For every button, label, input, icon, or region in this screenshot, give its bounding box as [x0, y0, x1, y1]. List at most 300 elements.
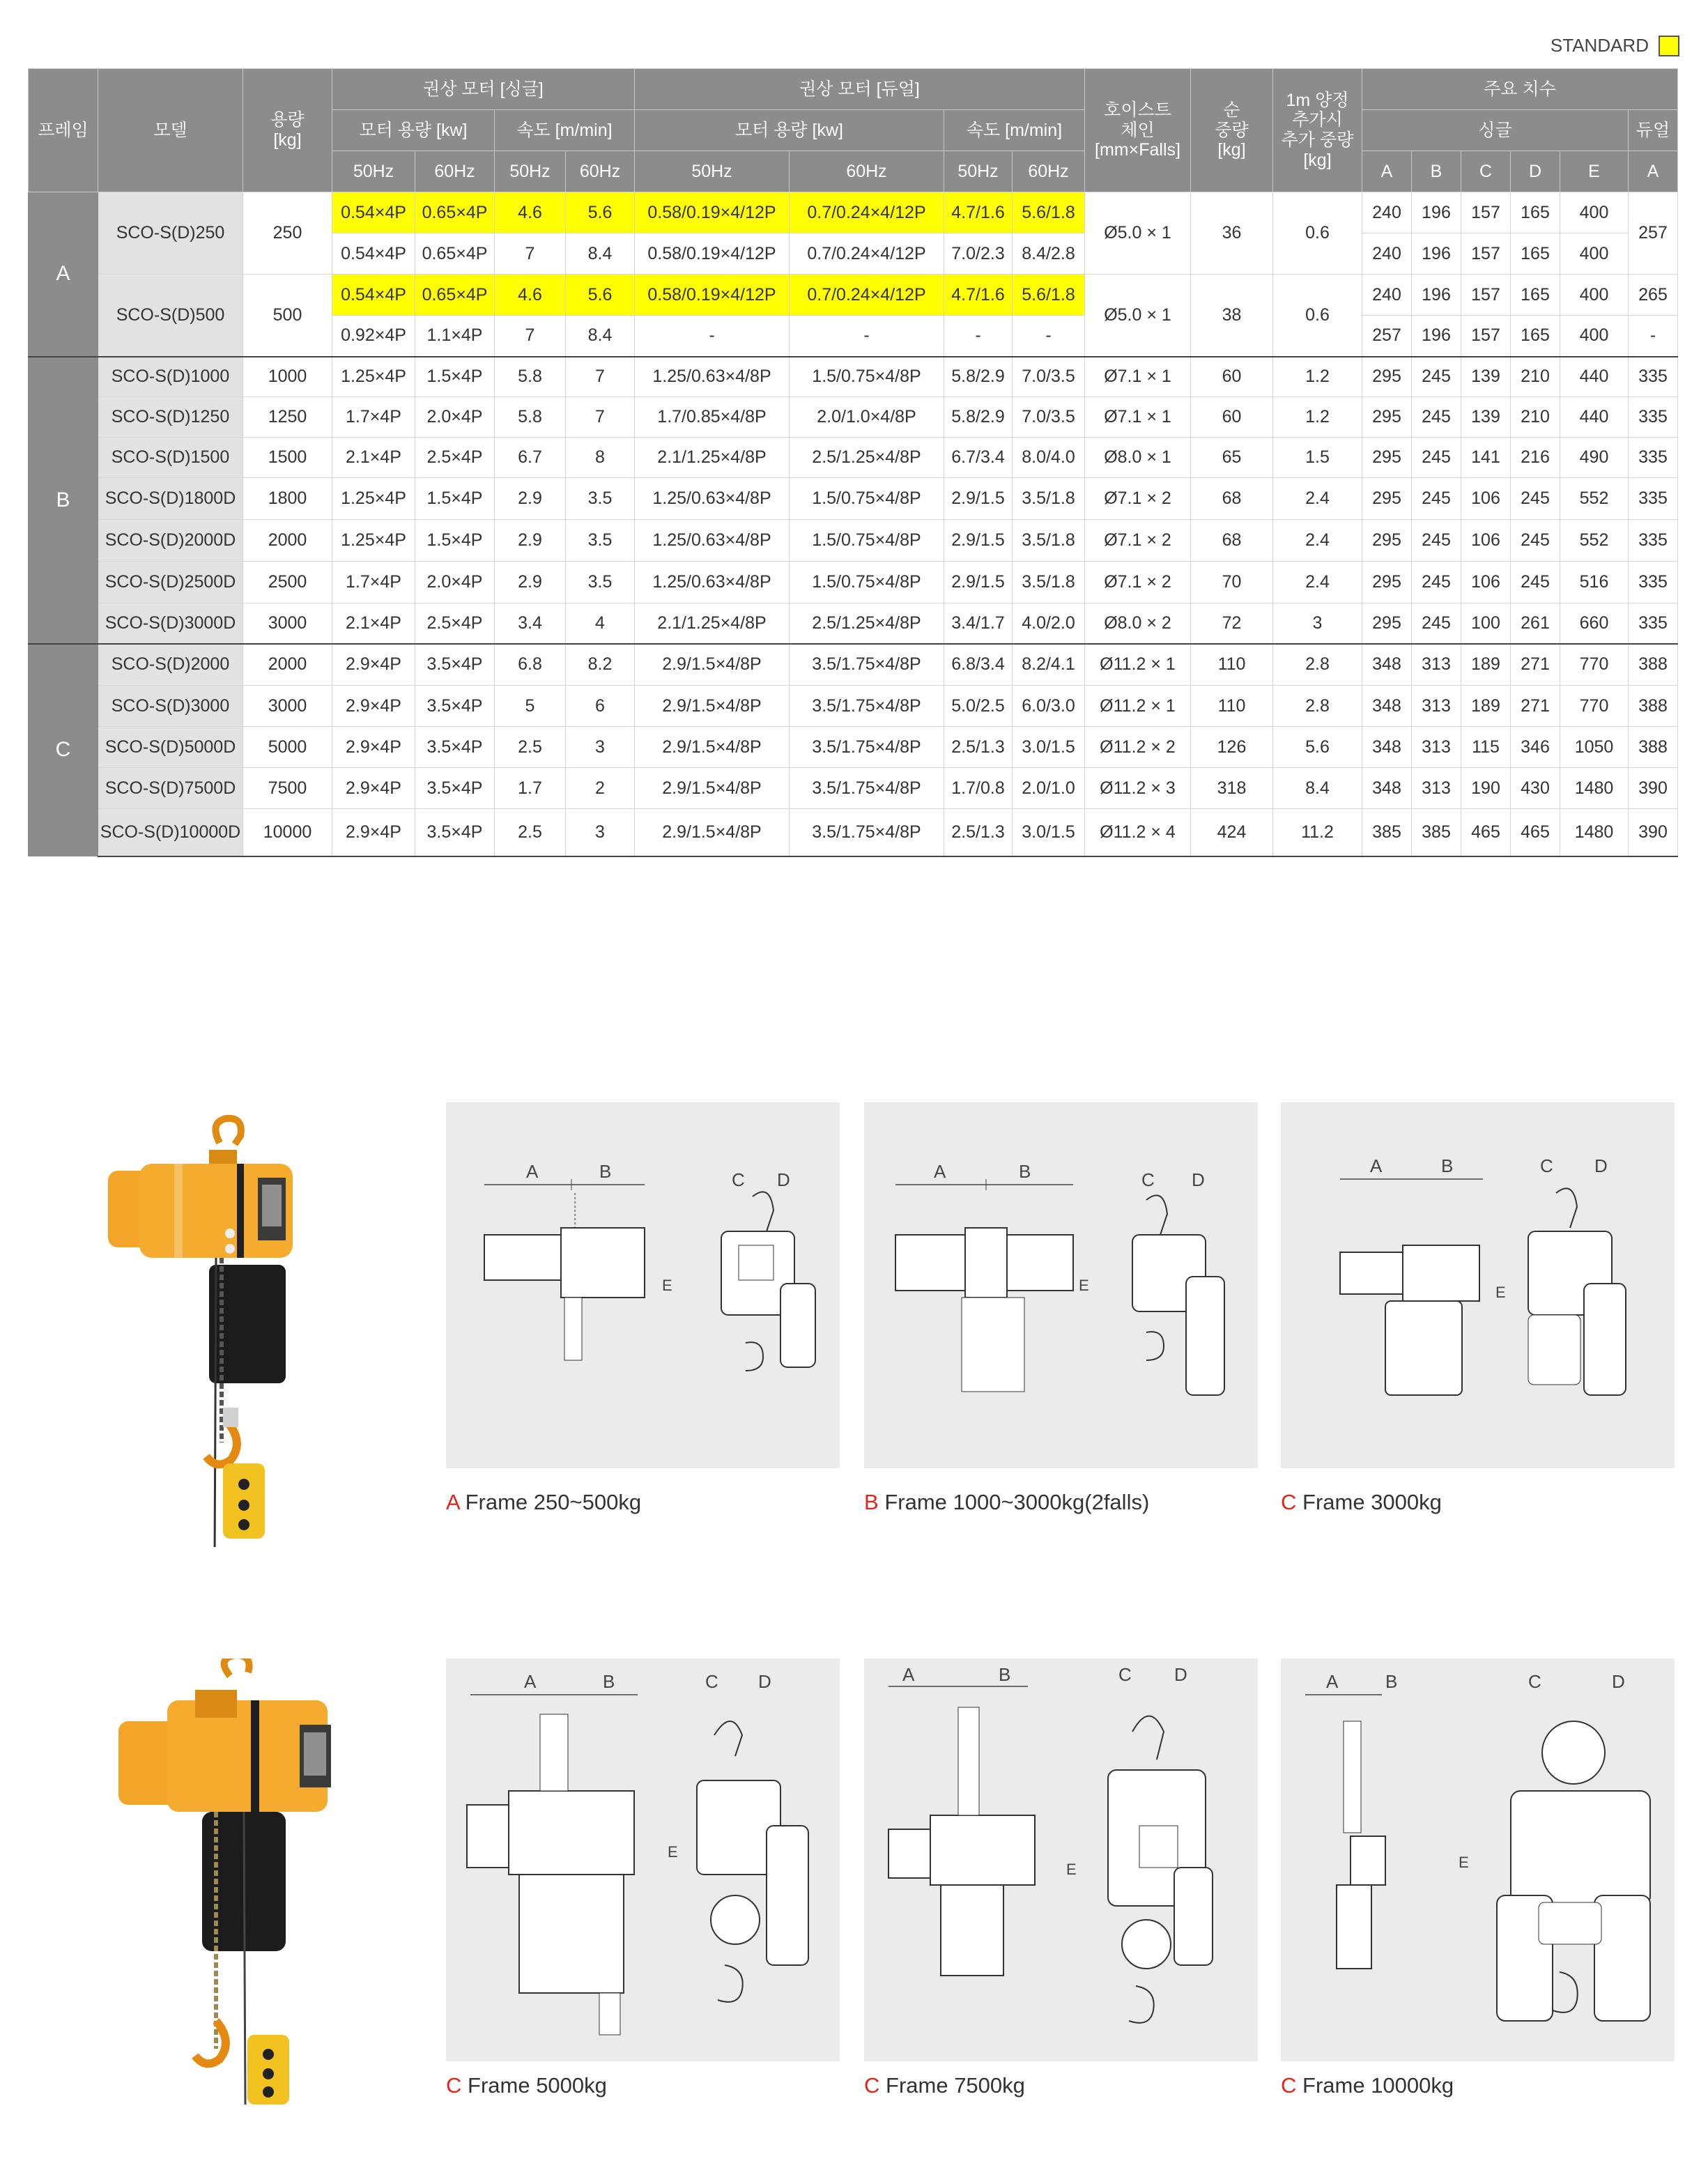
value-cell: 1.25/0.63×4/8P	[635, 520, 790, 562]
value-cell: 0.54×4P	[332, 275, 415, 316]
value-cell: 1.7/0.85×4/8P	[635, 397, 790, 438]
model-cell: SCO-S(D)250	[98, 192, 243, 275]
dimension-cell: 157	[1461, 233, 1511, 275]
chain-cell: Ø5.0 × 1	[1085, 192, 1191, 275]
dimension-cell: 313	[1412, 727, 1461, 768]
dimension-cell: 400	[1560, 233, 1629, 275]
dim-label-b: B	[603, 1671, 615, 1692]
chain-cell: Ø7.1 × 1	[1085, 357, 1191, 397]
value-cell: 1.5/0.75×4/8P	[790, 562, 944, 603]
value-cell: 3	[566, 727, 635, 768]
dim-label-e: E	[1495, 1284, 1506, 1301]
dimension-cell: 245	[1511, 562, 1560, 603]
value-cell: 1.5/0.75×4/8P	[790, 478, 944, 520]
dim-label-a: A	[524, 1671, 537, 1692]
caption-frame-letter: A	[446, 1490, 459, 1514]
value-cell: 8.4	[566, 316, 635, 357]
dimension-cell: 157	[1461, 192, 1511, 233]
value-cell: 2.9/1.5×4/8P	[635, 727, 790, 768]
value-cell: 8	[566, 438, 635, 478]
dimension-cell: 440	[1560, 397, 1629, 438]
dimension-cell: 245	[1412, 603, 1461, 644]
value-cell: 4.7/1.6	[944, 275, 1013, 316]
dimension-cell: 516	[1560, 562, 1629, 603]
chain-cell: Ø11.2 × 2	[1085, 727, 1191, 768]
value-cell: 5.8/2.9	[944, 397, 1013, 438]
value-cell: 2.9/1.5×4/8P	[635, 686, 790, 727]
value-cell: 5.8/2.9	[944, 357, 1013, 397]
dimension-cell: 348	[1362, 768, 1412, 809]
hoist-photo-single	[91, 1115, 328, 1547]
caption-text: Frame 7500kg	[886, 2073, 1025, 2098]
dimension-cell: 240	[1362, 233, 1412, 275]
th-dim: D	[1511, 151, 1560, 192]
chain-cell: Ø7.1 × 2	[1085, 478, 1191, 520]
dim-label-a: A	[902, 1664, 915, 1685]
th-hz: 50Hz	[495, 151, 566, 192]
value-cell: 2.9×4P	[332, 686, 415, 727]
th-weight: 순 중량 [kg]	[1191, 69, 1273, 192]
dim-label-e: E	[1079, 1277, 1089, 1294]
weight-cell: 65	[1191, 438, 1273, 478]
dimension-cell: 335	[1629, 562, 1678, 603]
standard-legend-swatch	[1659, 36, 1679, 56]
capacity-cell: 2500	[243, 562, 332, 603]
chain-cell: Ø7.1 × 2	[1085, 520, 1191, 562]
value-cell: 0.58/0.19×4/12P	[635, 192, 790, 233]
dimension-cell: 295	[1362, 603, 1412, 644]
dimension-cell: 295	[1362, 562, 1412, 603]
value-cell: 6.8	[495, 644, 566, 686]
value-cell: 1.25/0.63×4/8P	[635, 562, 790, 603]
value-cell: 4.0/2.0	[1013, 603, 1085, 644]
value-cell: 3.0/1.5	[1013, 809, 1085, 856]
dimension-cell: 295	[1362, 397, 1412, 438]
dimension-cell: 335	[1629, 603, 1678, 644]
caption-c-frame-5000	[446, 2073, 607, 2098]
th-hz: 50Hz	[944, 151, 1013, 192]
capacity-cell: 10000	[243, 809, 332, 856]
dimension-cell: 440	[1560, 357, 1629, 397]
capacity-cell: 1000	[243, 357, 332, 397]
standard-legend	[1463, 35, 1679, 56]
weight-cell: 60	[1191, 357, 1273, 397]
dim-label-a: A	[1370, 1155, 1383, 1176]
chain-cell: Ø7.1 × 1	[1085, 397, 1191, 438]
value-cell: 3.5	[566, 478, 635, 520]
extra-cell: 1.5	[1273, 438, 1362, 478]
value-cell: 1.25/0.63×4/8P	[635, 478, 790, 520]
spec-table-header	[29, 69, 1678, 192]
dimension-cell: 348	[1362, 686, 1412, 727]
dimension-cell: 295	[1362, 520, 1412, 562]
dimension-cell: 385	[1362, 809, 1412, 856]
value-cell: 2.9/1.5×4/8P	[635, 809, 790, 856]
dimension-cell: 245	[1511, 478, 1560, 520]
th-dim: C	[1461, 151, 1511, 192]
standard-legend-label: STANDARD	[1550, 35, 1649, 56]
dimension-cell: 335	[1629, 357, 1678, 397]
value-cell: 0.65×4P	[415, 275, 495, 316]
dimension-cell: 346	[1511, 727, 1560, 768]
value-cell: 8.4/2.8	[1013, 233, 1085, 275]
value-cell: 2.0×4P	[415, 562, 495, 603]
value-cell: 2.5/1.3	[944, 727, 1013, 768]
value-cell: 5	[495, 686, 566, 727]
value-cell: 2.9×4P	[332, 644, 415, 686]
th-capacity: 용량 [kg]	[243, 69, 332, 192]
value-cell: 0.65×4P	[415, 233, 495, 275]
dimension-cell: -	[1629, 316, 1678, 357]
value-cell: 1.25×4P	[332, 478, 415, 520]
value-cell: 2.0/1.0×4/8P	[790, 397, 944, 438]
dim-label-c: C	[1528, 1671, 1541, 1692]
value-cell: 2.1/1.25×4/8P	[635, 438, 790, 478]
model-cell: SCO-S(D)5000D	[98, 727, 243, 768]
value-cell: -	[944, 316, 1013, 357]
dim-label-d: D	[758, 1671, 771, 1692]
value-cell: 8.4	[566, 233, 635, 275]
table-row	[29, 603, 1678, 644]
dimension-cell: 1480	[1560, 809, 1629, 856]
extra-cell: 8.4	[1273, 768, 1362, 809]
diagram-panel-b-frame	[864, 1102, 1258, 1468]
value-cell: 6.7	[495, 438, 566, 478]
dim-label-b: B	[1019, 1161, 1031, 1182]
chain-cell: Ø7.1 × 2	[1085, 562, 1191, 603]
value-cell: 7	[495, 316, 566, 357]
diagram-panel-c-frame-5000	[446, 1659, 840, 2061]
weight-cell: 424	[1191, 809, 1273, 856]
th-hz: 50Hz	[332, 151, 415, 192]
value-cell: 7.0/3.5	[1013, 397, 1085, 438]
dimension-cell: 189	[1461, 686, 1511, 727]
capacity-cell: 500	[243, 275, 332, 357]
value-cell: 3.0/1.5	[1013, 727, 1085, 768]
value-cell: 2.5/1.25×4/8P	[790, 603, 944, 644]
th-hz: 60Hz	[1013, 151, 1085, 192]
value-cell: 2.1×4P	[332, 438, 415, 478]
caption-b-frame	[864, 1490, 1149, 1515]
dimension-cell: 385	[1412, 809, 1461, 856]
value-cell: 2.9	[495, 562, 566, 603]
value-cell: 6.8/3.4	[944, 644, 1013, 686]
weight-cell: 110	[1191, 686, 1273, 727]
value-cell: 2.9	[495, 520, 566, 562]
value-cell: 1.1×4P	[415, 316, 495, 357]
chain-cell: Ø8.0 × 2	[1085, 603, 1191, 644]
capacity-cell: 1250	[243, 397, 332, 438]
capacity-cell: 2000	[243, 644, 332, 686]
capacity-cell: 7500	[243, 768, 332, 809]
value-cell: 3	[566, 809, 635, 856]
dimension-cell: 465	[1461, 809, 1511, 856]
weight-cell: 68	[1191, 478, 1273, 520]
value-cell: 2.1×4P	[332, 603, 415, 644]
value-cell: 1.25×4P	[332, 520, 415, 562]
extra-cell: 2.8	[1273, 686, 1362, 727]
value-cell: 3.5	[566, 520, 635, 562]
caption-text: Frame 5000kg	[468, 2073, 607, 2098]
dim-label-c: C	[1118, 1664, 1132, 1685]
value-cell: 4.6	[495, 192, 566, 233]
value-cell: 2.5×4P	[415, 603, 495, 644]
th-chain: 호이스트 체인 [mm×Falls]	[1085, 69, 1191, 192]
value-cell: 0.58/0.19×4/12P	[635, 233, 790, 275]
model-cell: SCO-S(D)2000D	[98, 520, 243, 562]
value-cell: 3.5×4P	[415, 768, 495, 809]
diagram-panel-c-frame-3000	[1281, 1102, 1675, 1468]
value-cell: 7.0/3.5	[1013, 357, 1085, 397]
value-cell: 7	[566, 397, 635, 438]
value-cell: -	[635, 316, 790, 357]
dimension-cell: 245	[1412, 397, 1461, 438]
value-cell: 2.5/1.25×4/8P	[790, 438, 944, 478]
table-row	[29, 520, 1678, 562]
dimension-cell: 400	[1560, 192, 1629, 233]
dimension-cell: 335	[1629, 397, 1678, 438]
th-dim-dual: 듀얼	[1629, 110, 1678, 151]
model-cell: SCO-S(D)3000	[98, 686, 243, 727]
dimension-cell: 165	[1511, 316, 1560, 357]
th-model: 모델	[98, 69, 243, 192]
extra-cell: 2.4	[1273, 562, 1362, 603]
model-cell: SCO-S(D)2000	[98, 644, 243, 686]
value-cell: 3.5×4P	[415, 644, 495, 686]
dimension-cell: 157	[1461, 316, 1511, 357]
value-cell: 4.7/1.6	[944, 192, 1013, 233]
th-dimensions: 주요 치수	[1362, 69, 1678, 110]
table-row	[29, 192, 1678, 233]
dimension-cell: 196	[1412, 316, 1461, 357]
value-cell: 2.9	[495, 478, 566, 520]
th-dim: A	[1629, 151, 1678, 192]
dimension-cell: 189	[1461, 644, 1511, 686]
dimension-cell: 388	[1629, 727, 1678, 768]
value-cell: 2.0/1.0	[1013, 768, 1085, 809]
value-cell: 1.7/0.8	[944, 768, 1013, 809]
value-cell: 2.9/1.5	[944, 478, 1013, 520]
model-cell: SCO-S(D)1500	[98, 438, 243, 478]
dimension-cell: 295	[1362, 357, 1412, 397]
value-cell: 3.5/1.75×4/8P	[790, 768, 944, 809]
dimension-cell: 490	[1560, 438, 1629, 478]
dimension-cell: 1480	[1560, 768, 1629, 809]
value-cell: 0.58/0.19×4/12P	[635, 275, 790, 316]
caption-text: Frame 10000kg	[1302, 2073, 1454, 2098]
value-cell: 3.5/1.75×4/8P	[790, 809, 944, 856]
dim-label-e: E	[1066, 1861, 1077, 1878]
value-cell: 3.5/1.75×4/8P	[790, 686, 944, 727]
dimension-cell: 295	[1362, 478, 1412, 520]
value-cell: 1.25/0.63×4/8P	[635, 357, 790, 397]
caption-a-frame	[446, 1490, 641, 1515]
th-dim-single: 싱글	[1362, 110, 1629, 151]
chain-cell: Ø11.2 × 1	[1085, 644, 1191, 686]
capacity-cell: 3000	[243, 603, 332, 644]
value-cell: 6.7/3.4	[944, 438, 1013, 478]
model-cell: SCO-S(D)1000	[98, 357, 243, 397]
extra-cell: 0.6	[1273, 192, 1362, 275]
capacity-cell: 250	[243, 192, 332, 275]
table-row	[29, 562, 1678, 603]
table-row	[29, 397, 1678, 438]
value-cell: 2.5	[495, 727, 566, 768]
dimension-cell: 190	[1461, 768, 1511, 809]
dimension-cell: 210	[1511, 357, 1560, 397]
dimension-cell: 245	[1511, 520, 1560, 562]
dimension-cell: 165	[1511, 192, 1560, 233]
extra-cell: 0.6	[1273, 275, 1362, 357]
extra-cell: 11.2	[1273, 809, 1362, 856]
dim-label-a: A	[934, 1161, 946, 1182]
model-cell: SCO-S(D)1800D	[98, 478, 243, 520]
caption-frame-letter: C	[446, 2073, 462, 2098]
th-hz: 60Hz	[415, 151, 495, 192]
dimension-cell: 115	[1461, 727, 1511, 768]
chain-cell: Ø8.0 × 1	[1085, 438, 1191, 478]
dimension-cell: 335	[1629, 520, 1678, 562]
caption-text: Frame 3000kg	[1302, 1490, 1442, 1514]
value-cell: 4.6	[495, 275, 566, 316]
chain-cell: Ø11.2 × 3	[1085, 768, 1191, 809]
value-cell: 3.5/1.75×4/8P	[790, 727, 944, 768]
caption-frame-letter: B	[864, 1490, 879, 1514]
caption-text: Frame 250~500kg	[465, 1490, 642, 1514]
dimension-cell: 400	[1560, 275, 1629, 316]
th-dim: E	[1560, 151, 1629, 192]
hoist-photo-dual	[98, 1659, 362, 2111]
capacity-cell: 1500	[243, 438, 332, 478]
table-row	[29, 357, 1678, 397]
value-cell: 2.9×4P	[332, 727, 415, 768]
dimension-cell: 348	[1362, 727, 1412, 768]
th-dual-speed: 속도 [m/min]	[944, 110, 1085, 151]
dim-label-b: B	[1385, 1671, 1398, 1692]
dim-label-b: B	[1441, 1155, 1454, 1176]
value-cell: 0.7/0.24×4/12P	[790, 192, 944, 233]
value-cell: 6	[566, 686, 635, 727]
th-dual-output: 모터 용량 [kw]	[635, 110, 944, 151]
th-single-speed: 속도 [m/min]	[495, 110, 635, 151]
dimension-cell: 106	[1461, 478, 1511, 520]
extra-cell: 5.6	[1273, 727, 1362, 768]
th-dim: B	[1412, 151, 1461, 192]
value-cell: 4	[566, 603, 635, 644]
model-cell: SCO-S(D)7500D	[98, 768, 243, 809]
th-hz: 60Hz	[790, 151, 944, 192]
model-cell: SCO-S(D)3000D	[98, 603, 243, 644]
dim-label-b: B	[999, 1664, 1011, 1685]
dim-label-d: D	[1594, 1155, 1608, 1176]
th-dim: A	[1362, 151, 1412, 192]
dimension-cell: 348	[1362, 644, 1412, 686]
table-row	[29, 644, 1678, 686]
value-cell: 0.92×4P	[332, 316, 415, 357]
dimension-cell: 295	[1362, 438, 1412, 478]
value-cell: 2.5/1.3	[944, 809, 1013, 856]
value-cell: 7.0/2.3	[944, 233, 1013, 275]
dimension-cell: 388	[1629, 644, 1678, 686]
th-hz: 60Hz	[566, 151, 635, 192]
weight-cell: 68	[1191, 520, 1273, 562]
dimension-cell: 216	[1511, 438, 1560, 478]
dimension-cell: 1050	[1560, 727, 1629, 768]
dimension-cell: 552	[1560, 520, 1629, 562]
value-cell: 1.25×4P	[332, 357, 415, 397]
value-cell: 7	[566, 357, 635, 397]
frame-cell: A	[29, 192, 98, 357]
frame-cell: C	[29, 644, 98, 856]
value-cell: 5.8	[495, 357, 566, 397]
value-cell: 3.4	[495, 603, 566, 644]
value-cell: 2.5	[495, 809, 566, 856]
value-cell: 1.7×4P	[332, 397, 415, 438]
table-row	[29, 809, 1678, 856]
dimension-cell: 430	[1511, 768, 1560, 809]
value-cell: 3.5×4P	[415, 809, 495, 856]
table-row	[29, 686, 1678, 727]
dim-label-d: D	[1174, 1664, 1187, 1685]
dimension-cell: 245	[1412, 438, 1461, 478]
value-cell: 2.1/1.25×4/8P	[635, 603, 790, 644]
dimension-cell: 196	[1412, 275, 1461, 316]
weight-cell: 36	[1191, 192, 1273, 275]
table-row	[29, 275, 1678, 316]
chain-cell: Ø11.2 × 1	[1085, 686, 1191, 727]
value-cell: 1.5×4P	[415, 357, 495, 397]
value-cell: 8.0/4.0	[1013, 438, 1085, 478]
dimension-cell: 106	[1461, 562, 1511, 603]
extra-cell: 2.8	[1273, 644, 1362, 686]
value-cell: 2.9/1.5×4/8P	[635, 768, 790, 809]
dimension-cell: 313	[1412, 644, 1461, 686]
dimension-cell: 157	[1461, 275, 1511, 316]
value-cell: 6.0/3.0	[1013, 686, 1085, 727]
value-cell: 8.2	[566, 644, 635, 686]
value-cell: 3.5/1.8	[1013, 562, 1085, 603]
chain-cell: Ø11.2 × 4	[1085, 809, 1191, 856]
dimension-cell: 313	[1412, 686, 1461, 727]
value-cell: 3.5/1.8	[1013, 520, 1085, 562]
value-cell: 1.7×4P	[332, 562, 415, 603]
caption-c-frame-3000	[1281, 1490, 1442, 1515]
dimension-cell: 257	[1362, 316, 1412, 357]
dimension-cell: 139	[1461, 357, 1511, 397]
dimension-cell: 141	[1461, 438, 1511, 478]
dim-label-a: A	[526, 1161, 539, 1182]
dimension-cell: 245	[1412, 478, 1461, 520]
dimension-cell: 139	[1461, 397, 1511, 438]
dimension-cell: 313	[1412, 768, 1461, 809]
capacity-cell: 1800	[243, 478, 332, 520]
dimension-cell: 106	[1461, 520, 1511, 562]
dimension-cell: 196	[1412, 192, 1461, 233]
dim-label-d: D	[1612, 1671, 1625, 1692]
value-cell: 0.54×4P	[332, 233, 415, 275]
value-cell: 1.5×4P	[415, 478, 495, 520]
caption-frame-letter: C	[1281, 2073, 1297, 2098]
value-cell: 1.5/0.75×4/8P	[790, 520, 944, 562]
capacity-cell: 2000	[243, 520, 332, 562]
dimension-cell: 271	[1511, 644, 1560, 686]
dimension-cell: 265	[1629, 275, 1678, 316]
value-cell: 0.54×4P	[332, 192, 415, 233]
th-hz: 50Hz	[635, 151, 790, 192]
capacity-cell: 5000	[243, 727, 332, 768]
dimension-cell: 196	[1412, 233, 1461, 275]
value-cell: 2.9/1.5	[944, 520, 1013, 562]
